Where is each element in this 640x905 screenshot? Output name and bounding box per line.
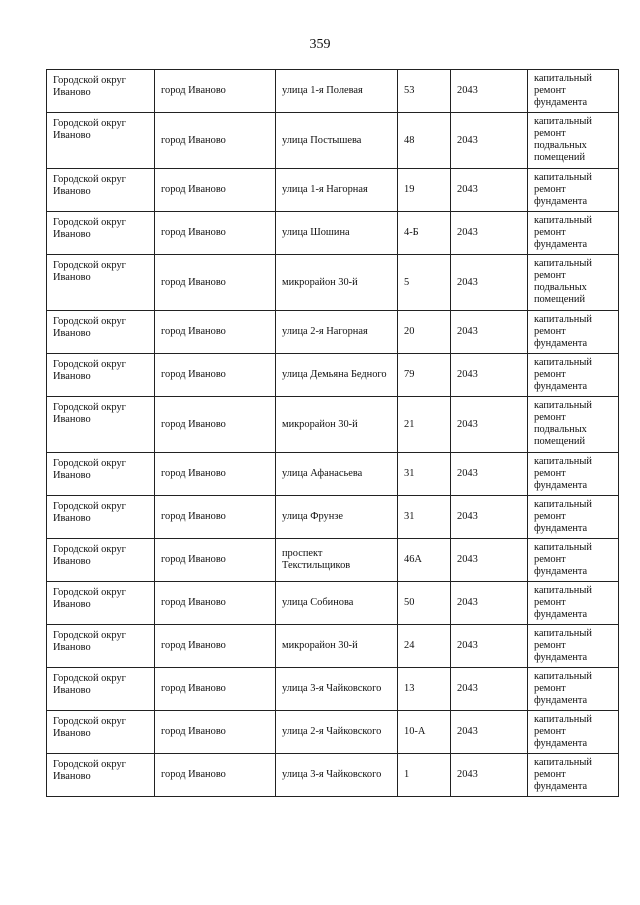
work-type-cell: капитальный ремонт фундамента (528, 668, 619, 711)
table-row (47, 311, 619, 354)
table-row (47, 496, 619, 539)
district-cell: Городской округ Иваново (47, 496, 155, 539)
house-number-cell: 31 (398, 453, 451, 496)
work-type-cell: капитальный ремонт фундамента (528, 354, 619, 397)
district-cell: Городской округ Иваново (47, 453, 155, 496)
street-cell: улица Демьяна Бедного (276, 354, 398, 397)
year-cell: 2043 (451, 582, 528, 625)
year-cell: 2043 (451, 397, 528, 453)
house-number-cell: 48 (398, 113, 451, 169)
city-cell: город Иваново (155, 212, 276, 255)
district-cell: Городской округ Иваново (47, 311, 155, 354)
work-type-cell: капитальный ремонт подвальных помещений (528, 113, 619, 169)
work-type-cell: капитальный ремонт фундамента (528, 70, 619, 113)
city-cell: город Иваново (155, 169, 276, 212)
year-cell: 2043 (451, 754, 528, 797)
table-row (47, 453, 619, 496)
year-cell: 2043 (451, 539, 528, 582)
street-cell: микрорайон 30-й (276, 255, 398, 311)
district-cell: Городской округ Иваново (47, 582, 155, 625)
street-cell: улица 3-я Чайковского (276, 754, 398, 797)
table-body (47, 70, 619, 797)
table-row (47, 70, 619, 113)
city-cell: город Иваново (155, 711, 276, 754)
work-type-cell: капитальный ремонт фундамента (528, 711, 619, 754)
street-cell: улица 2-я Чайковского (276, 711, 398, 754)
year-cell: 2043 (451, 625, 528, 668)
city-cell: город Иваново (155, 311, 276, 354)
city-cell: город Иваново (155, 754, 276, 797)
house-number-cell: 46А (398, 539, 451, 582)
house-number-cell: 10-А (398, 711, 451, 754)
year-cell: 2043 (451, 311, 528, 354)
year-cell: 2043 (451, 453, 528, 496)
street-cell: улица 2-я Нагорная (276, 311, 398, 354)
city-cell: город Иваново (155, 453, 276, 496)
work-type-cell: капитальный ремонт фундамента (528, 212, 619, 255)
year-cell: 2043 (451, 255, 528, 311)
house-number-cell: 31 (398, 496, 451, 539)
work-type-cell: капитальный ремонт подвальных помещений (528, 255, 619, 311)
year-cell: 2043 (451, 354, 528, 397)
year-cell: 2043 (451, 169, 528, 212)
house-number-cell: 1 (398, 754, 451, 797)
table-row (47, 255, 619, 311)
district-cell: Городской округ Иваново (47, 668, 155, 711)
table-row (47, 711, 619, 754)
work-type-cell: капитальный ремонт фундамента (528, 625, 619, 668)
work-type-cell: капитальный ремонт фундамента (528, 311, 619, 354)
city-cell: город Иваново (155, 70, 276, 113)
house-number-cell: 20 (398, 311, 451, 354)
work-type-cell: капитальный ремонт подвальных помещений (528, 397, 619, 453)
repair-table (46, 69, 619, 797)
house-number-cell: 4-Б (398, 212, 451, 255)
street-cell: улица 1-я Полевая (276, 70, 398, 113)
house-number-cell: 79 (398, 354, 451, 397)
district-cell: Городской округ Иваново (47, 169, 155, 212)
table-row (47, 113, 619, 169)
house-number-cell: 13 (398, 668, 451, 711)
house-number-cell: 5 (398, 255, 451, 311)
work-type-cell: капитальный ремонт фундамента (528, 453, 619, 496)
street-cell: улица Фрунзе (276, 496, 398, 539)
city-cell: город Иваново (155, 354, 276, 397)
district-cell: Городской округ Иваново (47, 625, 155, 668)
house-number-cell: 24 (398, 625, 451, 668)
table-row (47, 212, 619, 255)
house-number-cell: 50 (398, 582, 451, 625)
work-type-cell: капитальный ремонт фундамента (528, 539, 619, 582)
district-cell: Городской округ Иваново (47, 539, 155, 582)
table-row (47, 169, 619, 212)
table-row (47, 582, 619, 625)
table-row (47, 625, 619, 668)
city-cell: город Иваново (155, 255, 276, 311)
table-row (47, 668, 619, 711)
page-number: 359 (309, 37, 331, 52)
street-cell: улица 1-я Нагорная (276, 169, 398, 212)
street-cell: улица Постышева (276, 113, 398, 169)
district-cell: Городской округ Иваново (47, 212, 155, 255)
work-type-cell: капитальный ремонт фундамента (528, 582, 619, 625)
district-cell: Городской округ Иваново (47, 255, 155, 311)
work-type-cell: капитальный ремонт фундамента (528, 754, 619, 797)
year-cell: 2043 (451, 711, 528, 754)
city-cell: город Иваново (155, 539, 276, 582)
year-cell: 2043 (451, 668, 528, 711)
work-type-cell: капитальный ремонт фундамента (528, 496, 619, 539)
street-cell: улица Афанасьева (276, 453, 398, 496)
city-cell: город Иваново (155, 625, 276, 668)
table-row (47, 754, 619, 797)
table-row (47, 354, 619, 397)
year-cell: 2043 (451, 212, 528, 255)
street-cell: микрорайон 30-й (276, 397, 398, 453)
street-cell: микрорайон 30-й (276, 625, 398, 668)
street-cell: улица Шошина (276, 212, 398, 255)
street-cell: проспект Текстильщиков (276, 539, 398, 582)
year-cell: 2043 (451, 496, 528, 539)
year-cell: 2043 (451, 70, 528, 113)
house-number-cell: 53 (398, 70, 451, 113)
district-cell: Городской округ Иваново (47, 397, 155, 453)
district-cell: Городской округ Иваново (47, 711, 155, 754)
year-cell: 2043 (451, 113, 528, 169)
city-cell: город Иваново (155, 668, 276, 711)
work-type-cell: капитальный ремонт фундамента (528, 169, 619, 212)
table-row (47, 539, 619, 582)
table-row (47, 397, 619, 453)
district-cell: Городской округ Иваново (47, 754, 155, 797)
house-number-cell: 21 (398, 397, 451, 453)
district-cell: Городской округ Иваново (47, 354, 155, 397)
city-cell: город Иваново (155, 397, 276, 453)
city-cell: город Иваново (155, 113, 276, 169)
city-cell: город Иваново (155, 496, 276, 539)
street-cell: улица 3-я Чайковского (276, 668, 398, 711)
street-cell: улица Собинова (276, 582, 398, 625)
city-cell: город Иваново (155, 582, 276, 625)
district-cell: Городской округ Иваново (47, 70, 155, 113)
house-number-cell: 19 (398, 169, 451, 212)
district-cell: Городской округ Иваново (47, 113, 155, 169)
